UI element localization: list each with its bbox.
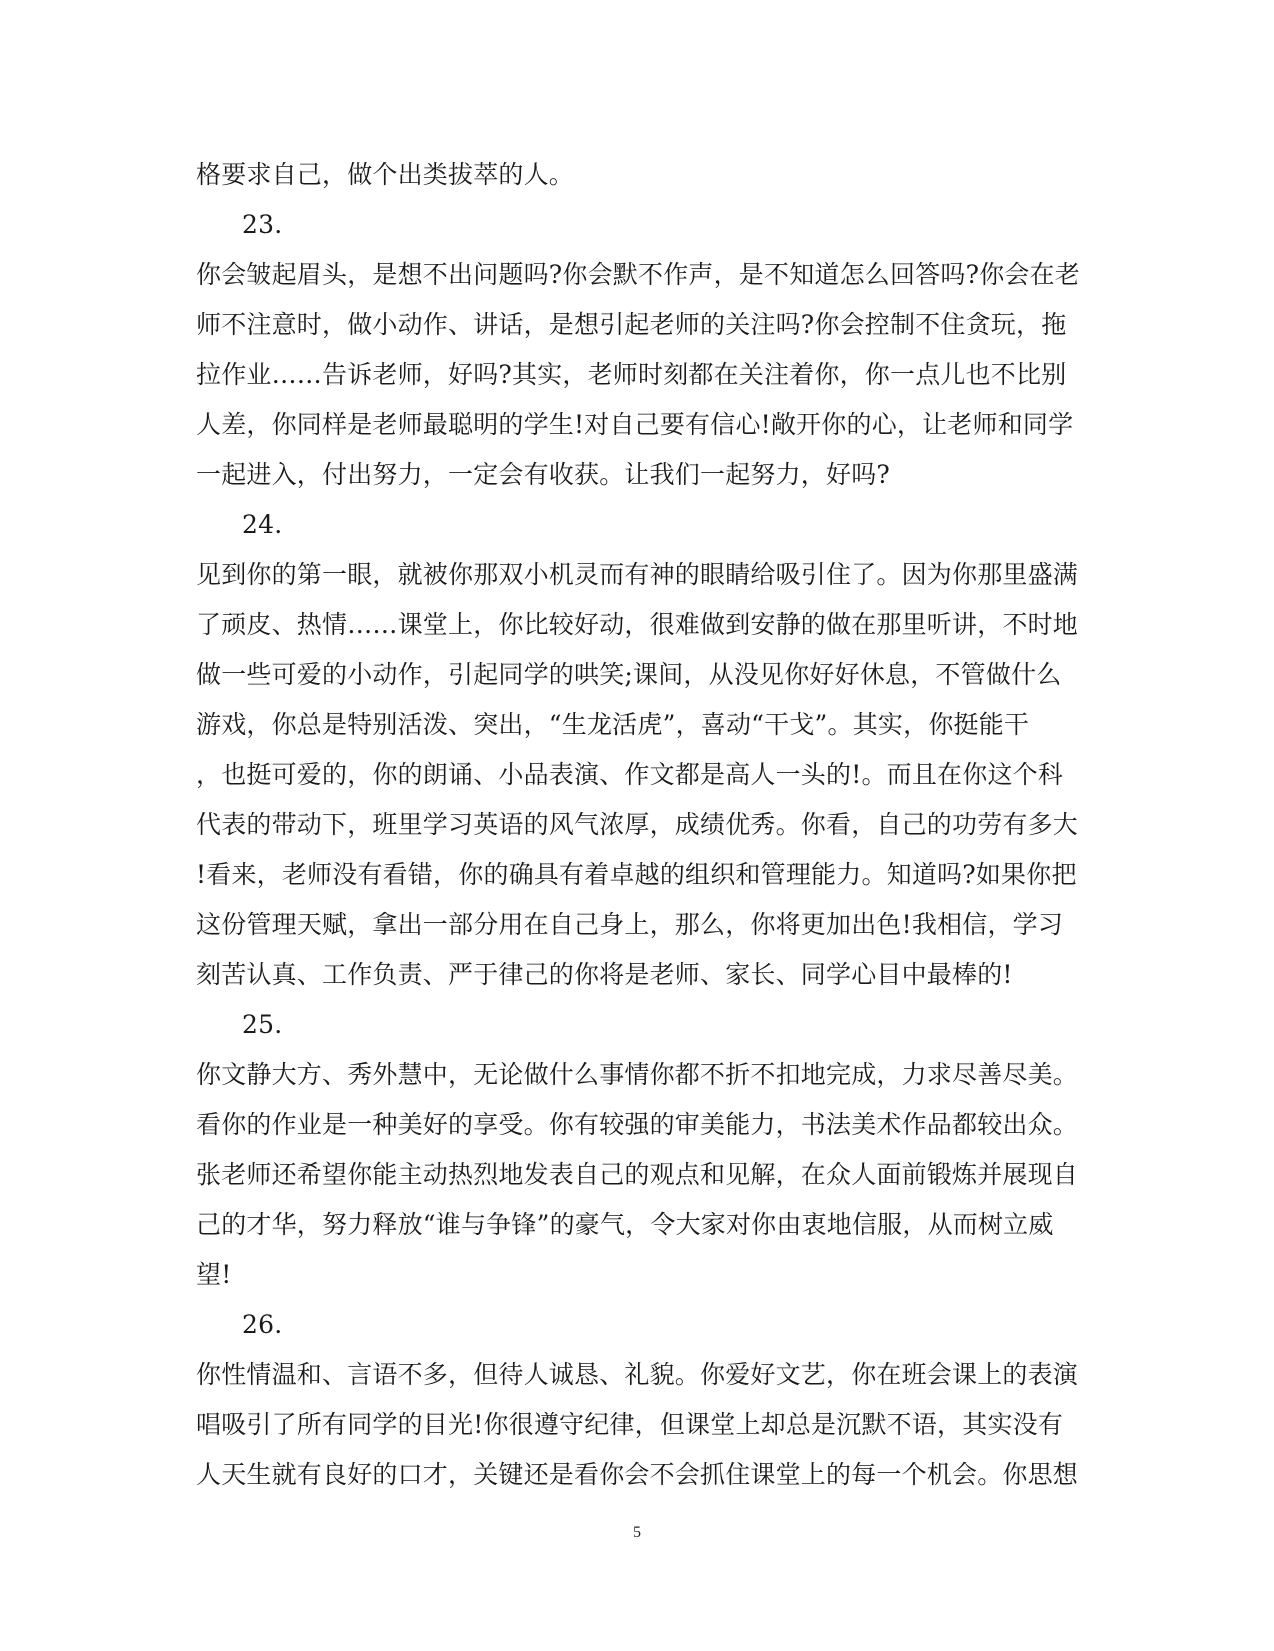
item-number: 26. <box>242 1310 283 1339</box>
text-line: 你会皱起眉头，是想不出问题吗?你会默不作声，是不知道怎么回答吗?你会在老 <box>196 260 1081 289</box>
text-line: 你性情温和、言语不多，但待人诚恳、礼貌。你爱好文艺，你在班会课上的表演 <box>196 1360 1079 1389</box>
text-line: 你文静大方、秀外慧中，无论做什么事情你都不折不扣地完成，力求尽善尽美。 <box>196 1060 1079 1089</box>
text-line: 人天生就有良好的口才，关键还是看你会不会抓住课堂上的每一个机会。你思想 <box>196 1460 1079 1489</box>
text-line: 这份管理天赋，拿出一部分用在自己身上，那么，你将更加出色!我相信，学习 <box>196 910 1064 939</box>
page-number: 5 <box>633 1524 641 1541</box>
text-line: 张老师还希望你能主动热烈地发表自己的观点和见解，在众人面前锻炼并展现自 <box>196 1160 1079 1189</box>
text-line: 唱吸引了所有同学的目光!你很遵守纪律，但课堂上却总是沉默不语，其实没有 <box>196 1410 1064 1439</box>
item-number: 24. <box>242 510 283 539</box>
text-line: 拉作业……告诉老师，好吗?其实，老师时刻都在关注着你，你一点儿也不比别 <box>196 360 1067 389</box>
text-line: 望! <box>196 1260 232 1289</box>
text-line: 见到你的第一眼，就被你那双小机灵而有神的眼睛给吸引住了。因为你那里盛满 <box>196 560 1079 589</box>
item-number: 23. <box>242 210 283 239</box>
document-body <box>196 150 1081 1500</box>
text-line: ，也挺可爱的，你的朗诵、小品表演、作文都是高人一头的!。而且在你这个科 <box>196 760 1064 789</box>
text-line: 师不注意时，做小动作、讲话，是想引起老师的关注吗?你会控制不住贪玩，拖 <box>196 310 1067 339</box>
text-line: !看来，老师没有看错，你的确具有着卓越的组织和管理能力。知道吗?如果你把 <box>196 860 1077 889</box>
text-line: 了顽皮、热情……课堂上，你比较好动，很难做到安静的做在那里听讲，不时地 <box>196 610 1079 639</box>
item-number: 25. <box>242 1010 283 1039</box>
text-line: 刻苦认真、工作负责、严于律己的你将是老师、家长、同学心目中最棒的! <box>196 960 1013 989</box>
text-line: 一起进入，付出努力，一定会有收获。让我们一起努力，好吗? <box>196 460 891 489</box>
text-line: 代表的带动下，班里学习英语的风气浓厚，成绩优秀。你看，自己的功劳有多大 <box>196 810 1079 839</box>
text-line: 游戏，你总是特别活泼、突出，“生龙活虎”，喜动“干戈”。其实，你挺能干 <box>196 710 1030 739</box>
text-line: 格要求自己，做个出类拔萃的人。 <box>196 160 575 189</box>
text-line: 人差，你同样是老师最聪明的学生!对自己要有信心!敞开你的心，让老师和同学 <box>196 410 1074 439</box>
text-line: 做一些可爱的小动作，引起同学的哄笑;课间，从没见你好好休息，不管做什么 <box>196 660 1062 689</box>
text-line: 看你的作业是一种美好的享受。你有较强的审美能力，书法美术作品都较出众。 <box>196 1110 1079 1139</box>
text-line: 己的才华，努力释放“谁与争锋”的豪气，令大家对你由衷地信服，从而树立威 <box>196 1210 1054 1239</box>
